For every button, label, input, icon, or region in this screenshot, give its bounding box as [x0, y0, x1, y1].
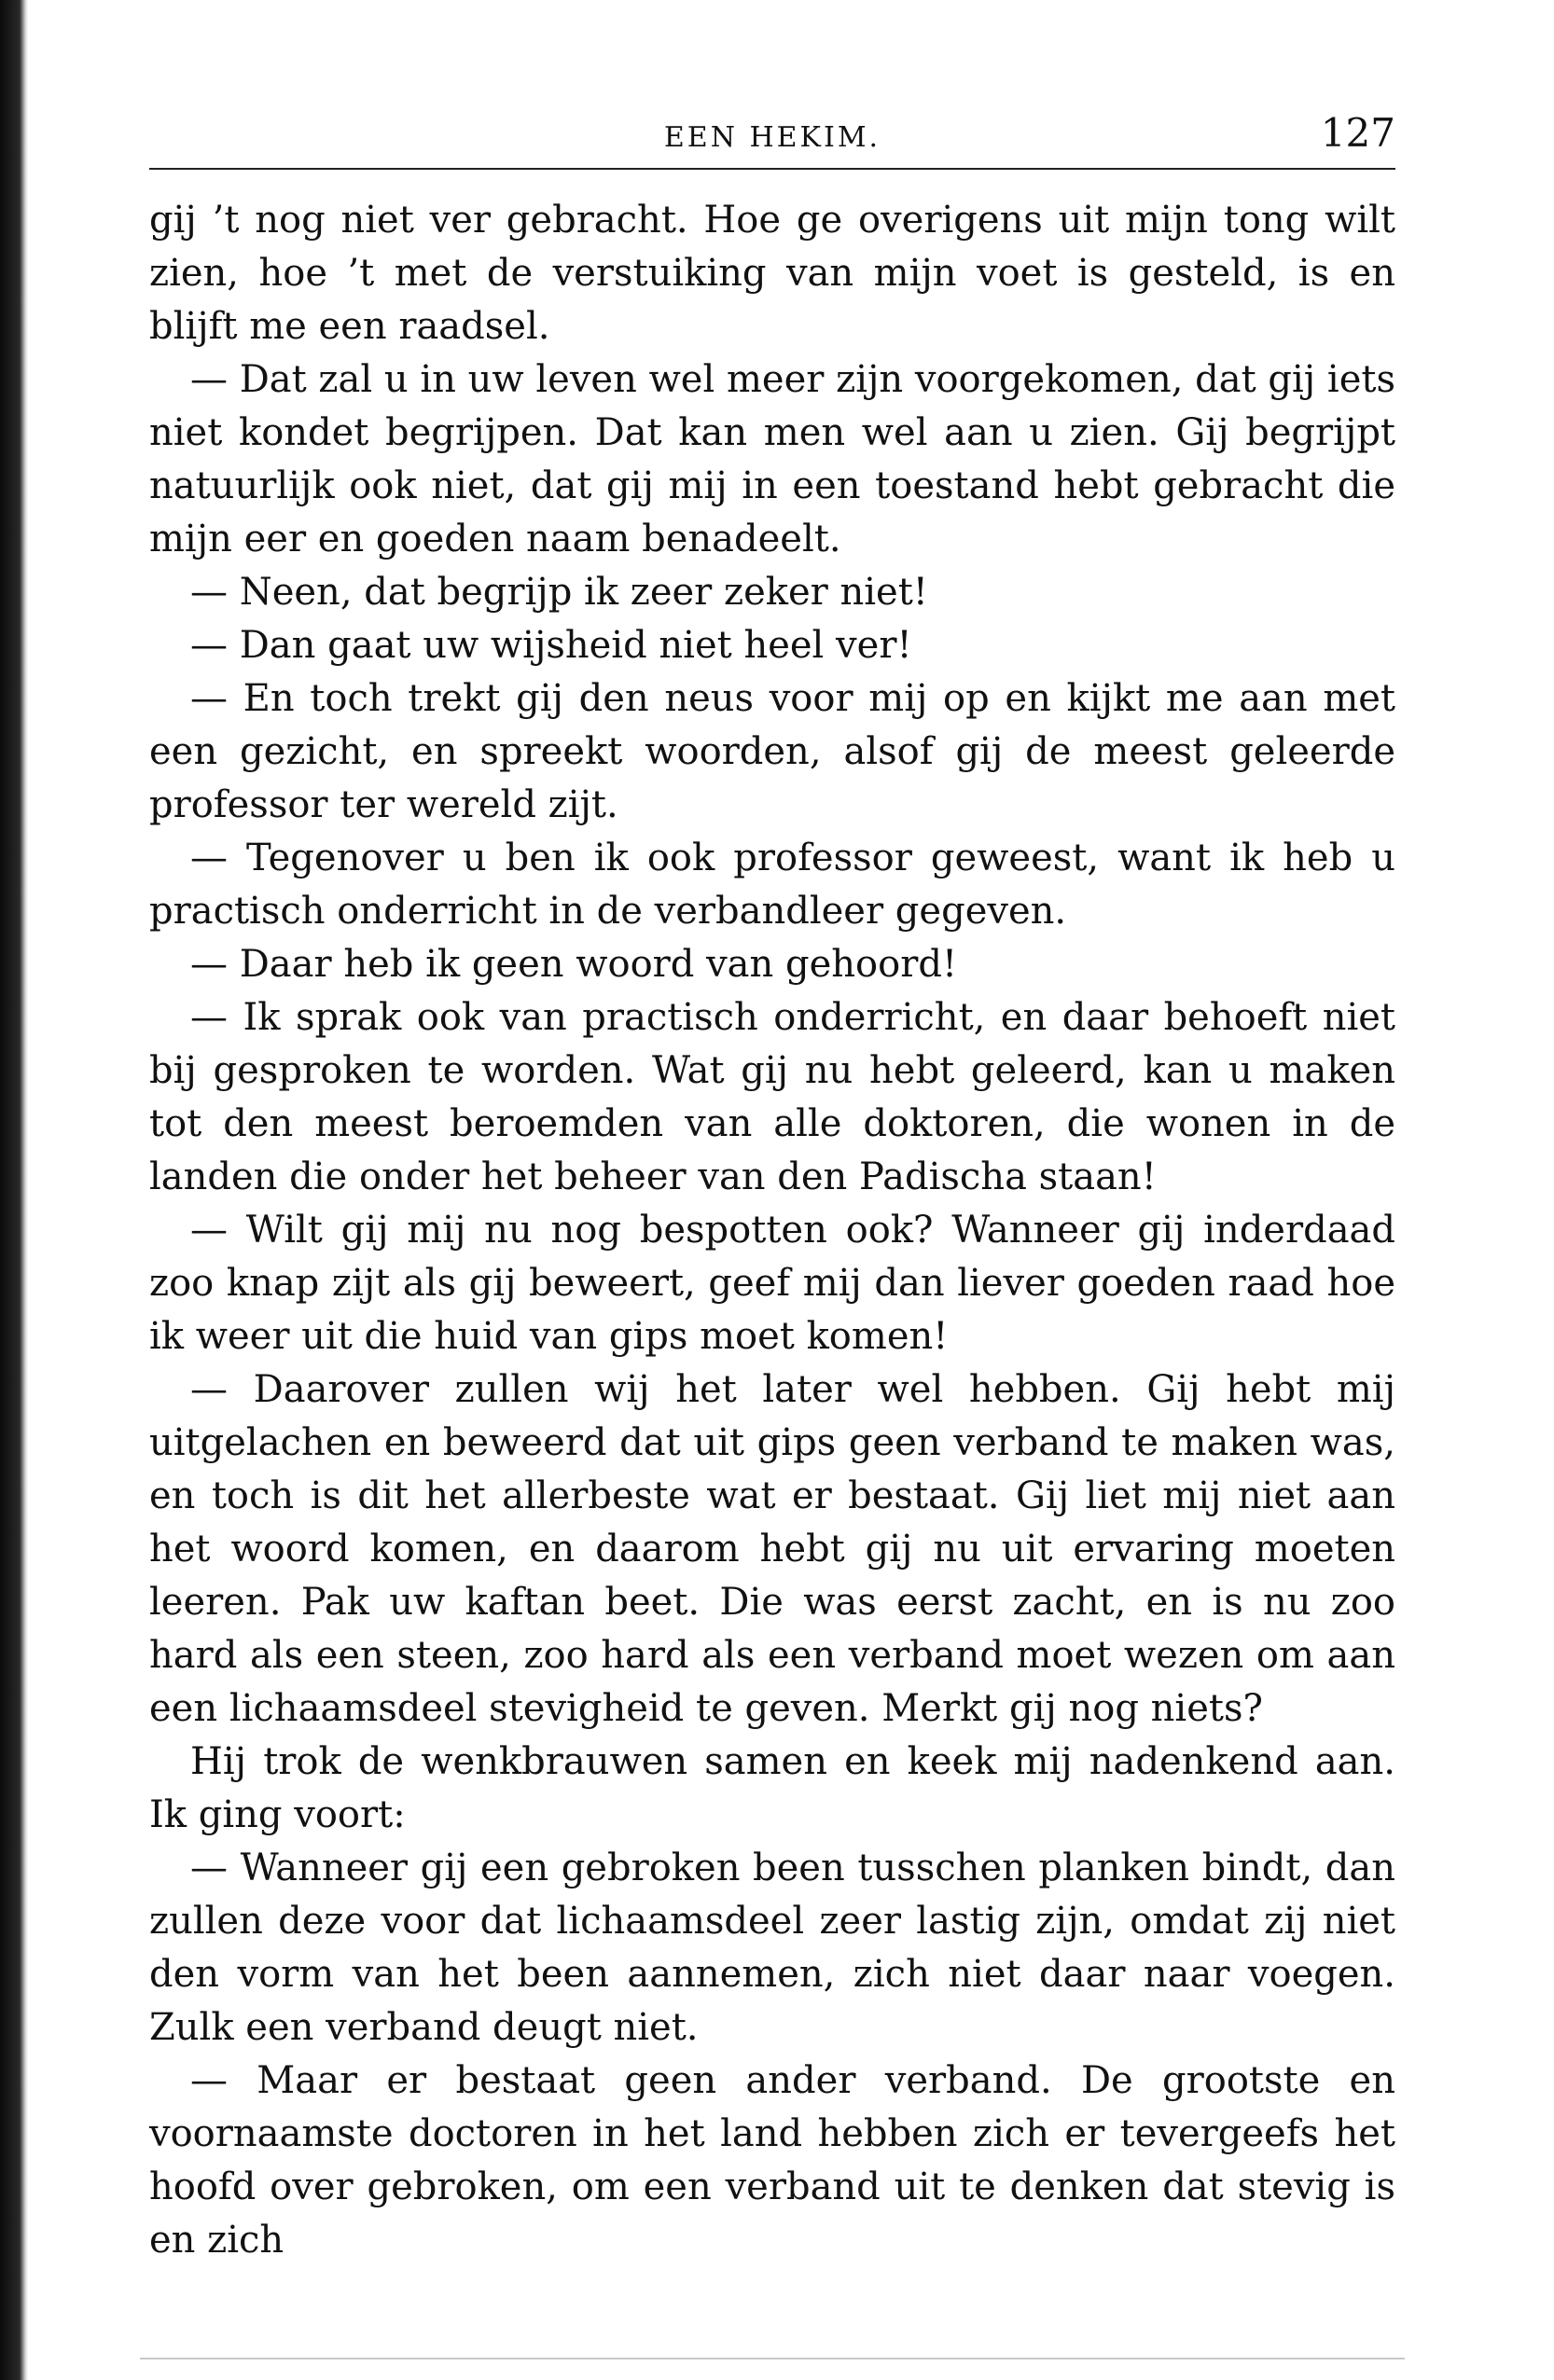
- paragraph-13: — Maar er bestaat geen ander verband. De grootste en voornaamste doctoren in het land hebben zich er tevergeefs het hoofd over gebroken, om een verband uit te denken dat stevig is en zich: [149, 2059, 1395, 2262]
- running-head: [149, 110, 1395, 166]
- paragraph-12: — Wanneer gij een gebroken been tusschen planken bindt, dan zullen deze voor dat lichaamsdeel zeer lastig zijn, omdat zij niet den vorm van het been aannemen, zich niet daar naar voegen. Zulk een verband deugt niet.: [149, 1847, 1395, 2049]
- paragraph-7: — Daar heb ik geen woord van gehoord!: [190, 943, 958, 986]
- header-rule: [149, 168, 1395, 170]
- paragraph-5: — En toch trekt gij den neus voor mij op en kijkt me aan met een gezicht, en spreekt woorden, alsof gij de meest geleerde professor ter wereld zijt.: [149, 677, 1395, 826]
- paragraph-6: — Tegenover u ben ik ook professor geweest, want ik heb u practisch onderricht in de verbandleer gegeven.: [149, 837, 1395, 933]
- page-bottom-edge: [140, 2358, 1405, 2359]
- paragraph-11: Hij trok de wenkbrauwen samen en keek mij nadenkend aan. Ik ging voort:: [149, 1740, 1395, 1836]
- page-number: 127: [1320, 110, 1395, 156]
- paragraph-2: — Dat zal u in uw leven wel meer zijn voorgekomen, dat gij iets niet kondet begrijpen. Dat kan men wel aan u zien. Gij begrijpt natuurlijk ook niet, dat gij mij in een toestand hebt gebracht die mijn eer en goeden naam benadeelt.: [149, 358, 1395, 560]
- body-text: [149, 194, 1395, 2267]
- paragraph-1: gij ’t nog niet ver gebracht. Hoe ge overigens uit mijn tong wilt zien, hoe ’t met de verstuiking van mijn voet is gesteld, is en blijft me een raadsel.: [149, 199, 1395, 348]
- book-spine-shadow: [0, 0, 28, 2380]
- running-head-title: EEN HEKIM.: [663, 121, 881, 154]
- paragraph-8: — Ik sprak ook van practisch onderricht, en daar behoeft niet bij gesproken te worden. Wat gij nu hebt geleerd, kan u maken tot den meest beroemden van alle doktoren, die wonen in de landen die onder het beheer van den Padischa staan!: [149, 996, 1395, 1198]
- paragraph-9: — Wilt gij mij nu nog bespotten ook? Wanneer gij inderdaad zoo knap zijt als gij beweert, geef mij dan liever goeden raad hoe ik weer uit die huid van gips moet komen!: [149, 1209, 1395, 1358]
- paragraph-4: — Dan gaat uw wijsheid niet heel ver!: [190, 624, 912, 667]
- paragraph-3: — Neen, dat begrijp ik zeer zeker niet!: [190, 571, 928, 614]
- paragraph-10: — Daarover zullen wij het later wel hebben. Gij hebt mij uitgelachen en beweerd dat uit gips geen verband te maken was, en toch is dit het allerbeste wat er bestaat. Gij liet mij niet aan het woord komen, en daarom hebt gij nu uit ervaring moeten leeren. Pak uw kaftan beet. Die was eerst zacht, en is nu zoo hard als een steen, zoo hard als een verband moet wezen om aan een lichaamsdeel stevigheid te geven. Merkt gij nog niets?: [149, 1368, 1395, 1730]
